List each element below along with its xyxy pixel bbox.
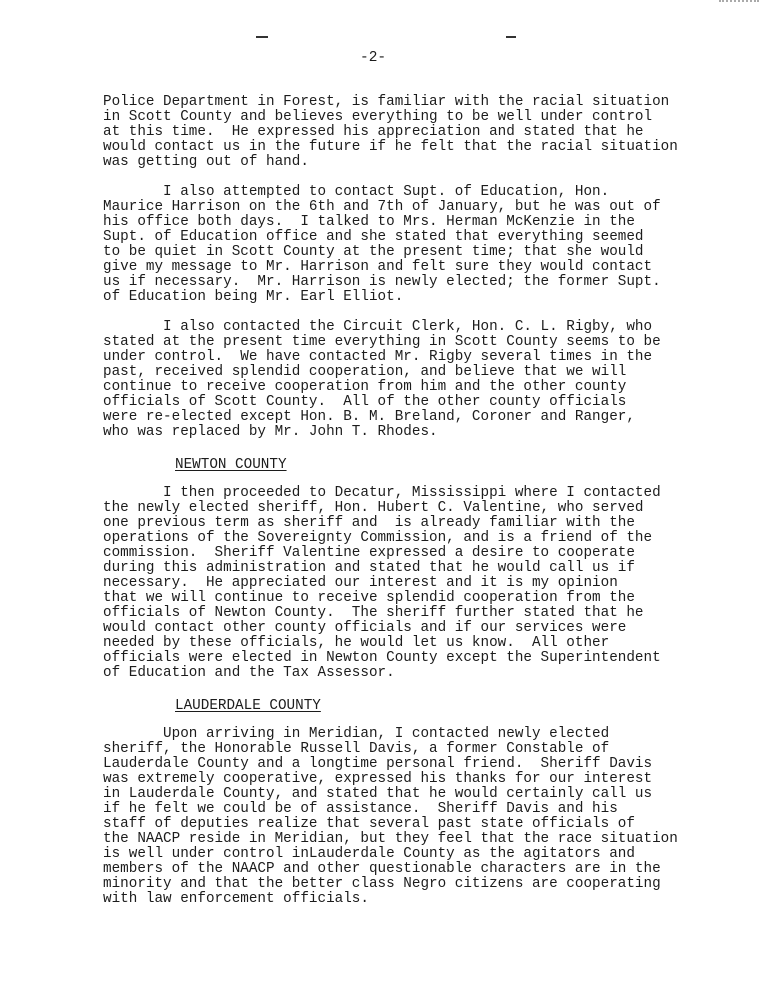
paragraph-line: would contact other county officials and if our services were (103, 620, 627, 636)
paragraph-line: would contact us in the future if he felt that the racial situation (103, 139, 678, 155)
section-heading-lauderdale-county: LAUDERDALE COUNTY (175, 698, 321, 714)
paragraph-line: during this administration and stated that he would call us if (103, 560, 635, 576)
paragraph-line: necessary. He appreciated our interest and it is my opinion (103, 575, 618, 591)
paragraph-line: give my message to Mr. Harrison and felt sure they would contact (103, 259, 653, 275)
paragraph-line: Maurice Harrison on the 6th and 7th of January, but he was out of (103, 199, 661, 215)
paragraph-line: I also contacted the Circuit Clerk, Hon. C. L. Rigby, who (103, 319, 653, 335)
paragraph-line: was getting out of hand. (103, 154, 309, 170)
paragraph-line: I also attempted to contact Supt. of Education, Hon. (103, 184, 610, 200)
paragraph-line: the newly elected sheriff, Hon. Hubert C. Valentine, who served (103, 500, 644, 516)
paragraph-line: officials of Scott County. All of the other county officials (103, 394, 627, 410)
paragraph-line: staff of deputies realize that several past state officials of (103, 816, 635, 832)
paragraph-line: were re-elected except Hon. B. M. Breland, Coroner and Ranger, (103, 409, 635, 425)
paragraph-line: officials were elected in Newton County except the Superintendent (103, 650, 661, 666)
paragraph-line: his office both days. I talked to Mrs. Herman McKenzie in the (103, 214, 635, 230)
paragraph-line: minority and that the better class Negro citizens are cooperating (103, 876, 661, 892)
paragraph-line: that we will continue to receive splendid cooperation from the (103, 590, 635, 606)
paragraph-line: if he felt we could be of assistance. Sheriff Davis and his (103, 801, 618, 817)
section-heading-newton-county: NEWTON COUNTY (175, 457, 287, 473)
paragraph-line: sheriff, the Honorable Russell Davis, a former Constable of (103, 741, 610, 757)
scan-mark-right (506, 36, 516, 38)
paragraph-line: Lauderdale County and a longtime personal friend. Sheriff Davis (103, 756, 653, 772)
paragraph-line: the NAACP reside in Meridian, but they feel that the race situation (103, 831, 678, 847)
paragraph-line: commission. Sheriff Valentine expressed a desire to cooperate (103, 545, 635, 561)
paragraph-line: I then proceeded to Decatur, Mississippi where I contacted (103, 485, 661, 501)
paragraph-line: Upon arriving in Meridian, I contacted newly elected (103, 726, 610, 742)
paragraph-line: Police Department in Forest, is familiar with the racial situation (103, 94, 670, 110)
paragraph-line: stated at the present time everything in Scott County seems to be (103, 334, 661, 350)
paragraph-line: of Education being Mr. Earl Elliot. (103, 289, 404, 305)
paragraph-line: us if necessary. Mr. Harrison is newly elected; the former Supt. (103, 274, 661, 290)
paragraph-line: one previous term as sheriff and is already familiar with the (103, 515, 635, 531)
paragraph-line: to be quiet in Scott County at the present time; that she would (103, 244, 644, 260)
paragraph-line: operations of the Sovereignty Commission, and is a friend of the (103, 530, 653, 546)
paragraph-line: was extremely cooperative, expressed his thanks for our interest (103, 771, 653, 787)
paragraph-line: members of the NAACP and other questionable characters are in the (103, 861, 661, 877)
paragraph-line: under control. We have contacted Mr. Rigby several times in the (103, 349, 653, 365)
paragraph-line: in Scott County and believes everything to be well under control (103, 109, 653, 125)
paragraph-line: with law enforcement officials. (103, 891, 369, 907)
scan-mark-left (256, 36, 268, 38)
paragraph-line: who was replaced by Mr. John T. Rhodes. (103, 424, 438, 440)
paragraph-line: Supt. of Education office and she stated that everything seemed (103, 229, 644, 245)
paragraph-line: past, received splendid cooperation, and believe that we will (103, 364, 627, 380)
paragraph-line: continue to receive cooperation from him and the other county (103, 379, 627, 395)
paragraph-line: officials of Newton County. The sheriff further stated that he (103, 605, 644, 621)
paragraph-line: is well under control inLauderdale County as the agitators and (103, 846, 635, 862)
page-number: -2- (360, 50, 387, 66)
paragraph-line: needed by these officials, he would let us know. All other (103, 635, 610, 651)
paragraph-line: in Lauderdale County, and stated that he would certainly call us (103, 786, 653, 802)
paragraph-line: of Education and the Tax Assessor. (103, 665, 395, 681)
paragraph-line: at this time. He expressed his appreciation and stated that he (103, 124, 644, 140)
scan-artifact-dots (719, 0, 759, 5)
